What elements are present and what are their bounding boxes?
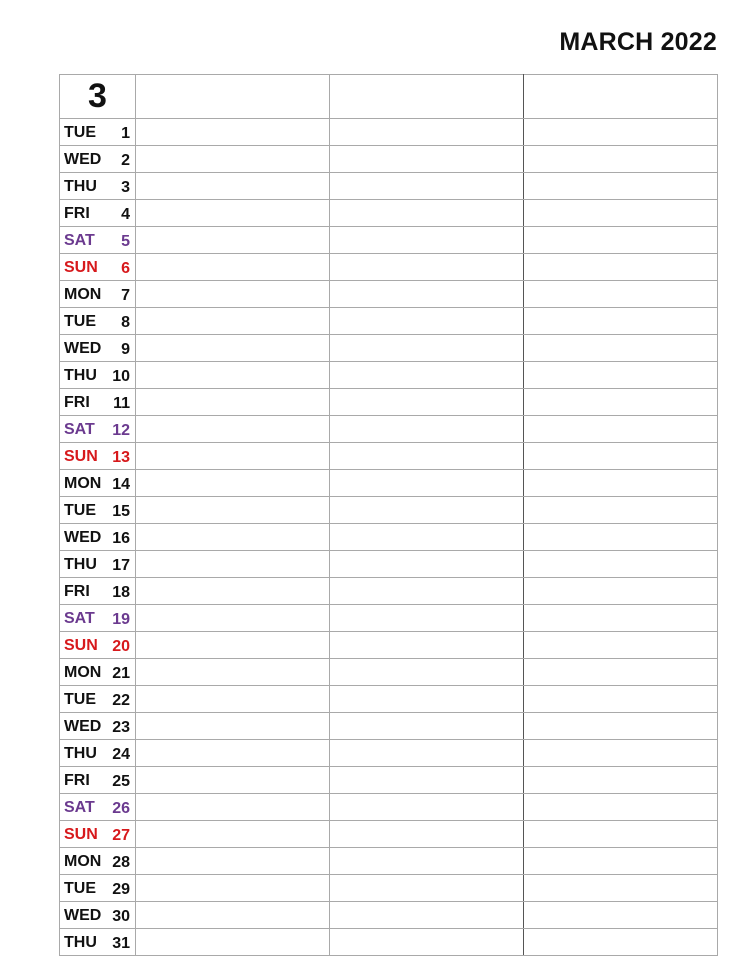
day-row xyxy=(60,929,718,956)
note-cell[interactable] xyxy=(330,848,524,875)
note-cell[interactable] xyxy=(136,227,330,254)
day-label-cell xyxy=(60,875,136,902)
note-cell[interactable] xyxy=(330,443,524,470)
note-cell[interactable] xyxy=(136,497,330,524)
day-number: 2 xyxy=(121,152,130,169)
day-of-week: FRI xyxy=(64,394,90,411)
note-cell[interactable] xyxy=(136,929,330,956)
day-label-cell xyxy=(60,281,136,308)
day-number: 19 xyxy=(112,611,130,628)
note-cell[interactable] xyxy=(330,200,524,227)
day-label-cell xyxy=(60,308,136,335)
note-cell[interactable] xyxy=(330,497,524,524)
note-cell[interactable] xyxy=(524,389,718,416)
day-row xyxy=(60,794,718,821)
day-row xyxy=(60,119,718,146)
day-label-cell xyxy=(60,713,136,740)
note-cell[interactable] xyxy=(524,362,718,389)
day-row xyxy=(60,821,718,848)
note-cell[interactable] xyxy=(524,767,718,794)
day-row xyxy=(60,524,718,551)
day-row xyxy=(60,659,718,686)
note-cell[interactable] xyxy=(136,200,330,227)
note-cell[interactable] xyxy=(136,146,330,173)
note-cell[interactable] xyxy=(136,335,330,362)
note-cell[interactable] xyxy=(524,551,718,578)
day-number: 9 xyxy=(121,341,130,358)
note-cell[interactable] xyxy=(524,578,718,605)
day-of-week: WED xyxy=(64,529,102,546)
day-of-week: MON xyxy=(64,853,102,870)
day-number: 15 xyxy=(112,503,130,520)
note-cell[interactable] xyxy=(524,524,718,551)
day-row xyxy=(60,227,718,254)
day-label-cell xyxy=(60,929,136,956)
day-row xyxy=(60,254,718,281)
note-cell[interactable] xyxy=(136,902,330,929)
note-cell[interactable] xyxy=(524,605,718,632)
day-number: 4 xyxy=(121,206,130,223)
day-label-cell xyxy=(60,578,136,605)
day-of-week: FRI xyxy=(64,205,90,222)
day-number: 7 xyxy=(121,287,130,304)
note-cell[interactable] xyxy=(524,254,718,281)
note-cell[interactable] xyxy=(524,146,718,173)
day-label-cell xyxy=(60,821,136,848)
note-cell[interactable] xyxy=(330,740,524,767)
day-label-cell xyxy=(60,416,136,443)
day-row xyxy=(60,848,718,875)
day-label-cell xyxy=(60,389,136,416)
day-of-week: MON xyxy=(64,286,102,303)
day-label-cell xyxy=(60,605,136,632)
day-of-week: WED xyxy=(64,907,102,924)
day-of-week: TUE xyxy=(64,313,96,330)
day-number: 1 xyxy=(121,125,130,142)
note-cell[interactable] xyxy=(136,75,330,119)
note-cell[interactable] xyxy=(524,308,718,335)
day-of-week: SAT xyxy=(64,421,95,438)
day-number: 20 xyxy=(112,638,130,655)
note-cell[interactable] xyxy=(330,227,524,254)
note-cell[interactable] xyxy=(136,794,330,821)
day-of-week: THU xyxy=(64,178,97,195)
day-row xyxy=(60,335,718,362)
day-number: 21 xyxy=(112,665,130,682)
note-cell[interactable] xyxy=(330,362,524,389)
day-label-cell xyxy=(60,173,136,200)
day-number: 24 xyxy=(112,746,130,763)
day-row xyxy=(60,875,718,902)
day-row xyxy=(60,389,718,416)
day-row xyxy=(60,902,718,929)
day-label-cell xyxy=(60,146,136,173)
day-of-week: TUE xyxy=(64,502,96,519)
day-row xyxy=(60,200,718,227)
note-cell[interactable] xyxy=(136,362,330,389)
day-label-cell xyxy=(60,335,136,362)
day-label-cell xyxy=(60,767,136,794)
note-cell[interactable] xyxy=(136,281,330,308)
note-cell[interactable] xyxy=(136,173,330,200)
note-cell[interactable] xyxy=(136,686,330,713)
day-of-week: MON xyxy=(64,475,102,492)
note-cell[interactable] xyxy=(330,119,524,146)
day-number: 30 xyxy=(112,908,130,925)
day-row xyxy=(60,470,718,497)
note-cell[interactable] xyxy=(330,902,524,929)
day-number: 28 xyxy=(112,854,130,871)
day-of-week: TUE xyxy=(64,691,96,708)
day-label-cell xyxy=(60,794,136,821)
day-label-cell xyxy=(60,524,136,551)
note-cell[interactable] xyxy=(330,254,524,281)
day-label-cell xyxy=(60,227,136,254)
note-cell[interactable] xyxy=(136,821,330,848)
note-cell[interactable] xyxy=(136,443,330,470)
note-cell[interactable] xyxy=(136,659,330,686)
day-row xyxy=(60,146,718,173)
day-label-cell xyxy=(60,686,136,713)
note-cell[interactable] xyxy=(136,875,330,902)
day-number: 29 xyxy=(112,881,130,898)
day-of-week: WED xyxy=(64,340,102,357)
day-of-week: FRI xyxy=(64,772,90,789)
page-title: MARCH 2022 xyxy=(559,28,717,56)
day-of-week: TUE xyxy=(64,124,96,141)
day-number: 22 xyxy=(112,692,130,709)
month-number: 3 xyxy=(60,75,136,119)
day-of-week: WED xyxy=(64,151,102,168)
day-row xyxy=(60,551,718,578)
note-cell[interactable] xyxy=(330,929,524,956)
note-cell[interactable] xyxy=(524,75,718,119)
day-number: 26 xyxy=(112,800,130,817)
note-cell[interactable] xyxy=(524,929,718,956)
day-row xyxy=(60,713,718,740)
note-cell[interactable] xyxy=(136,470,330,497)
day-number: 18 xyxy=(112,584,130,601)
day-label-cell xyxy=(60,632,136,659)
day-of-week: SUN xyxy=(64,637,98,654)
note-cell[interactable] xyxy=(136,119,330,146)
note-cell[interactable] xyxy=(524,875,718,902)
note-cell[interactable] xyxy=(330,308,524,335)
day-row xyxy=(60,632,718,659)
day-row xyxy=(60,497,718,524)
note-cell[interactable] xyxy=(524,821,718,848)
note-cell[interactable] xyxy=(136,578,330,605)
day-number: 8 xyxy=(121,314,130,331)
day-of-week: SUN xyxy=(64,448,98,465)
day-label-cell xyxy=(60,902,136,929)
day-of-week: THU xyxy=(64,367,97,384)
note-cell[interactable] xyxy=(136,632,330,659)
note-cell[interactable] xyxy=(524,416,718,443)
note-cell[interactable] xyxy=(330,875,524,902)
day-of-week: SUN xyxy=(64,259,98,276)
day-number: 11 xyxy=(113,395,130,412)
day-row xyxy=(60,578,718,605)
note-cell[interactable] xyxy=(524,713,718,740)
day-of-week: SAT xyxy=(64,610,95,627)
note-cell[interactable] xyxy=(330,416,524,443)
note-cell[interactable] xyxy=(524,659,718,686)
note-cell[interactable] xyxy=(330,524,524,551)
note-cell[interactable] xyxy=(330,686,524,713)
day-of-week: MON xyxy=(64,664,102,681)
note-cell[interactable] xyxy=(524,740,718,767)
day-label-cell xyxy=(60,497,136,524)
note-cell[interactable] xyxy=(330,794,524,821)
note-cell[interactable] xyxy=(330,75,524,119)
day-row xyxy=(60,767,718,794)
note-cell[interactable] xyxy=(136,848,330,875)
note-cell[interactable] xyxy=(524,470,718,497)
day-number: 3 xyxy=(121,179,130,196)
note-cell[interactable] xyxy=(524,227,718,254)
day-of-week: SUN xyxy=(64,826,98,843)
note-cell[interactable] xyxy=(136,389,330,416)
note-cell[interactable] xyxy=(136,713,330,740)
day-label-cell xyxy=(60,443,136,470)
day-row xyxy=(60,443,718,470)
note-cell[interactable] xyxy=(330,659,524,686)
day-of-week: SAT xyxy=(64,232,95,249)
day-label-cell xyxy=(60,254,136,281)
note-cell[interactable] xyxy=(330,173,524,200)
note-cell[interactable] xyxy=(524,794,718,821)
day-row xyxy=(60,416,718,443)
day-row xyxy=(60,686,718,713)
day-of-week: THU xyxy=(64,556,97,573)
day-row xyxy=(60,362,718,389)
note-cell[interactable] xyxy=(330,632,524,659)
note-cell[interactable] xyxy=(136,605,330,632)
day-label-cell xyxy=(60,362,136,389)
day-number: 14 xyxy=(112,476,130,493)
note-cell[interactable] xyxy=(524,632,718,659)
day-number: 23 xyxy=(112,719,130,736)
day-number: 31 xyxy=(112,935,130,952)
day-label-cell xyxy=(60,659,136,686)
day-label-cell xyxy=(60,740,136,767)
note-cell[interactable] xyxy=(524,281,718,308)
day-of-week: SAT xyxy=(64,799,95,816)
day-label-cell xyxy=(60,119,136,146)
day-number: 12 xyxy=(112,422,130,439)
note-cell[interactable] xyxy=(524,902,718,929)
note-cell[interactable] xyxy=(136,551,330,578)
day-number: 27 xyxy=(112,827,130,844)
note-cell[interactable] xyxy=(330,389,524,416)
note-cell[interactable] xyxy=(524,443,718,470)
note-cell[interactable] xyxy=(330,713,524,740)
note-cell[interactable] xyxy=(136,767,330,794)
note-cell[interactable] xyxy=(330,578,524,605)
note-cell[interactable] xyxy=(330,146,524,173)
day-label-cell xyxy=(60,551,136,578)
day-number: 17 xyxy=(112,557,130,574)
note-cell[interactable] xyxy=(330,551,524,578)
day-number: 10 xyxy=(112,368,130,385)
day-row xyxy=(60,740,718,767)
day-number: 25 xyxy=(112,773,130,790)
note-cell[interactable] xyxy=(330,335,524,362)
day-of-week: WED xyxy=(64,718,102,735)
note-cell[interactable] xyxy=(136,740,330,767)
day-label-cell xyxy=(60,470,136,497)
note-cell[interactable] xyxy=(524,686,718,713)
note-cell[interactable] xyxy=(330,605,524,632)
day-row xyxy=(60,605,718,632)
day-number: 13 xyxy=(112,449,130,466)
day-of-week: THU xyxy=(64,934,97,951)
note-cell[interactable] xyxy=(524,848,718,875)
day-label-cell xyxy=(60,200,136,227)
day-row xyxy=(60,173,718,200)
header-row xyxy=(60,75,718,119)
note-cell[interactable] xyxy=(330,281,524,308)
note-cell[interactable] xyxy=(524,497,718,524)
note-cell[interactable] xyxy=(136,524,330,551)
calendar-body xyxy=(60,75,718,956)
note-cell[interactable] xyxy=(136,416,330,443)
note-cell[interactable] xyxy=(330,767,524,794)
day-of-week: FRI xyxy=(64,583,90,600)
note-cell[interactable] xyxy=(524,335,718,362)
note-cell[interactable] xyxy=(330,470,524,497)
day-number: 6 xyxy=(121,260,130,277)
note-cell[interactable] xyxy=(524,173,718,200)
calendar-grid xyxy=(59,74,718,956)
note-cell[interactable] xyxy=(136,308,330,335)
note-cell[interactable] xyxy=(136,254,330,281)
note-cell[interactable] xyxy=(524,119,718,146)
day-number: 16 xyxy=(112,530,130,547)
day-row xyxy=(60,281,718,308)
day-of-week: TUE xyxy=(64,880,96,897)
day-row xyxy=(60,308,718,335)
day-number: 5 xyxy=(121,233,130,250)
note-cell[interactable] xyxy=(524,200,718,227)
note-cell[interactable] xyxy=(330,821,524,848)
day-label-cell xyxy=(60,848,136,875)
day-of-week: THU xyxy=(64,745,97,762)
